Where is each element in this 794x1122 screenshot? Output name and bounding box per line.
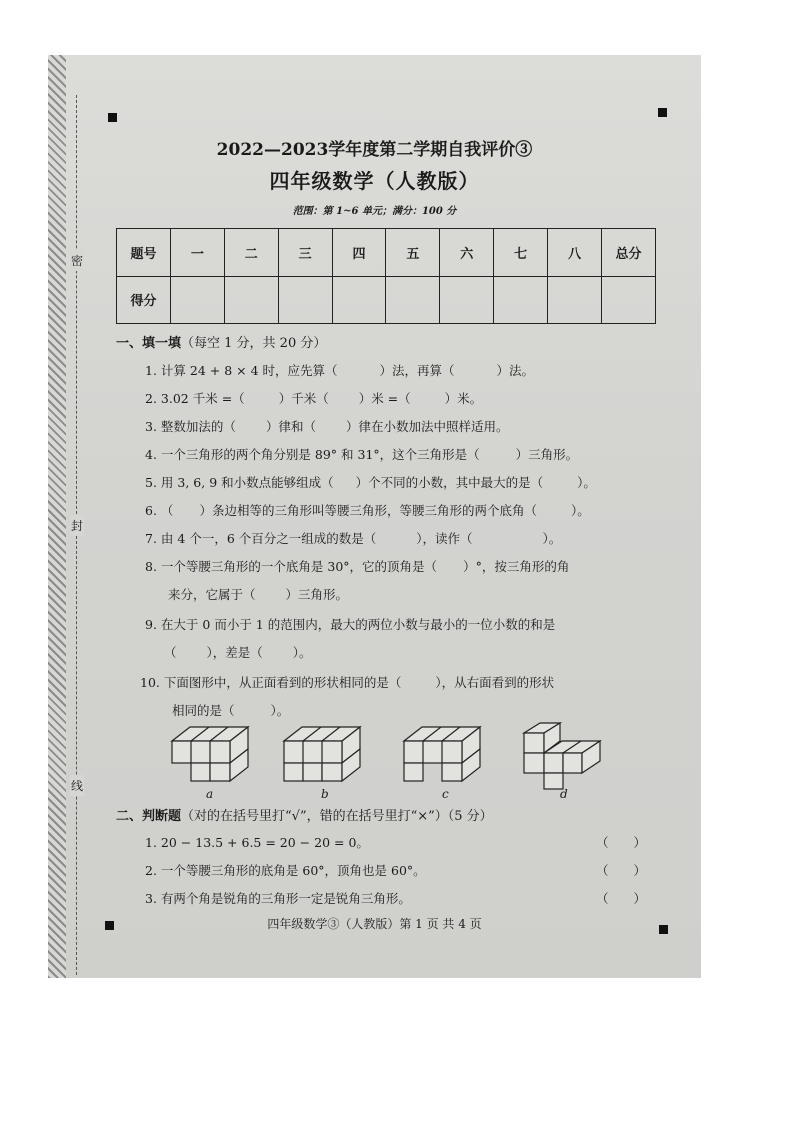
answer-paren[interactable]: （ ） [596,891,647,906]
question-text: 有两个角是锐角的三角形一定是锐角三角形。 [160,891,411,906]
question-number: 3. [145,419,157,434]
question-text: 在大于 0 而小于 1 的范围内，最大的两位小数与最小的一位小数的和是 [160,617,556,632]
question-number: 6. [145,503,157,518]
question-text: ），从右面看到的形状 [435,675,555,690]
score-cell[interactable] [602,276,656,324]
answer-paren[interactable]: （ ） [596,835,647,850]
score-table-col: 一 [170,229,224,277]
judge-item-2 [145,861,426,879]
question-6 [145,501,590,519]
question-7 [145,529,561,547]
exam-scope: 范围：第 1~6 单元；满分：100 分 [292,206,457,217]
question-text: （ [160,503,174,518]
question-text: ）三角形。 [515,447,579,462]
score-cell[interactable] [440,276,494,324]
question-number: 1. [145,363,157,378]
score-cell[interactable] [386,276,440,324]
question-number: 4. [145,447,157,462]
question-4 [145,445,578,463]
question-text: ）。 [270,703,290,718]
question-text: 下面图形中，从正面看到的形状相同的是（ [163,675,402,690]
score-table-col: 四 [332,229,386,277]
score-cell[interactable] [170,276,224,324]
question-text: ）条边相等的三角形叫等腰三角形，等腰三角形的两个底角（ [199,503,537,518]
question-text: ）°，按三角形的角 [463,559,570,574]
question-text: （ [164,645,177,660]
question-text: 由 4 个一，6 个百分之一组成的数是（ [160,531,377,546]
question-2 [145,389,482,407]
binding-label-mi: 密 [70,250,84,271]
question-text: ）米。 [444,391,483,406]
question-text: 3.02 千米 =（ [160,391,245,406]
question-number: 8. [145,559,157,574]
question-text: 20 − 13.5 + 6.5 = 20 − 20 = 0。 [160,835,369,850]
question-text: ）个不同的小数，其中最大的是（ [355,475,544,490]
score-cell[interactable] [332,276,386,324]
question-text: 相同的是（ [172,703,235,718]
score-table [116,228,656,324]
question-8 [145,557,569,575]
question-text: ）律和（ [265,419,316,434]
question-number: 9. [145,617,157,632]
question-text: 一个三角形的两个角分别是 89° 和 31°，这个三角形是（ [160,447,480,462]
section-2-title: 二、判断题 [116,809,182,824]
figure-label-c: c [442,787,449,801]
score-table-col: 五 [386,229,440,277]
exam-subtitle: 四年级数学（人教版） [269,169,480,193]
answer-paren[interactable]: （ ） [596,863,647,878]
score-table-col: 三 [278,229,332,277]
cube-figure-a [172,727,248,781]
question-9-continued [164,643,312,661]
question-number: 2. [145,863,157,878]
question-text: ），读作（ [416,531,473,546]
score-table-col: 二 [224,229,278,277]
question-text: ）。 [577,475,596,490]
cube-figure-b [284,727,360,781]
question-text: ）。 [570,503,590,518]
score-cell[interactable] [224,276,278,324]
score-table-total: 总分 [602,229,656,277]
question-number: 3. [145,891,157,906]
section-2-heading [116,805,493,824]
score-table-row-label: 得分 [117,276,171,324]
exam-title: 2022—2023学年度第二学期自我评价③ [216,140,533,160]
section-2-note: （对的在括号里打“√”，错的在括号里打“×”）（5 分） [181,809,493,824]
score-table-row-label: 题号 [117,229,171,277]
question-5 [145,473,596,491]
corner-mark-square [108,113,117,122]
score-table-score-row [117,276,656,324]
question-text: ）法。 [496,363,535,378]
question-text: ）千米（ [278,391,329,406]
score-table-header-row [117,229,656,277]
question-text: ）法，再算（ [379,363,455,378]
question-text: 用 3, 6, 9 和小数点能够组成（ [160,475,334,490]
section-1-heading [116,332,326,351]
exam-paper [48,55,701,978]
question-text: ）。 [542,531,562,546]
question-text: 计算 24 + 8 × 4 时，应先算（ [160,363,338,378]
question-text: ）米 =（ [358,391,411,406]
score-cell[interactable] [548,276,602,324]
question-text: ）三角形。 [285,587,349,602]
score-cell[interactable] [494,276,548,324]
corner-mark-square [658,108,667,117]
question-3 [145,417,508,435]
binding-label-feng: 封 [70,515,84,536]
cube-figures [168,721,608,797]
judge-item-1 [145,833,369,851]
binding-label-xian: 线 [70,775,84,796]
question-text: ）律在小数加法中照样适用。 [345,419,509,434]
question-text: ），差是（ [206,645,263,660]
figure-label-a: a [206,787,214,801]
figure-label-b: b [321,787,329,801]
question-10 [140,673,554,691]
score-table-col: 八 [548,229,602,277]
judge-item-3 [145,889,411,907]
question-text: 一个等腰三角形的一个底角是 30°，它的顶角是（ [160,559,438,574]
cube-figure-d [524,723,600,789]
section-1-note: （每空 1 分，共 20 分） [181,336,327,351]
score-table-col: 七 [494,229,548,277]
question-10-continued [172,701,289,719]
question-number: 5. [145,475,157,490]
question-8-continued [168,585,348,603]
page-footer: 四年级数学③（人教版）第 1 页 共 4 页 [267,917,482,931]
cube-figure-c [404,727,480,781]
question-number: 1. [145,835,157,850]
question-text: 来分，它属于（ [168,587,256,602]
section-1-title: 一、填一填 [116,336,182,351]
question-text: 一个等腰三角形的底角是 60°，顶角也是 60°。 [160,863,426,878]
question-1 [145,361,534,379]
question-text: 整数加法的（ [160,419,236,434]
figure-label-d: d [560,787,568,801]
question-number: 7. [145,531,157,546]
question-number: 2. [145,391,157,406]
score-table-col: 六 [440,229,494,277]
question-number: 10. [140,675,160,690]
score-cell[interactable] [278,276,332,324]
question-9 [145,615,555,633]
question-text: ）。 [292,645,312,660]
